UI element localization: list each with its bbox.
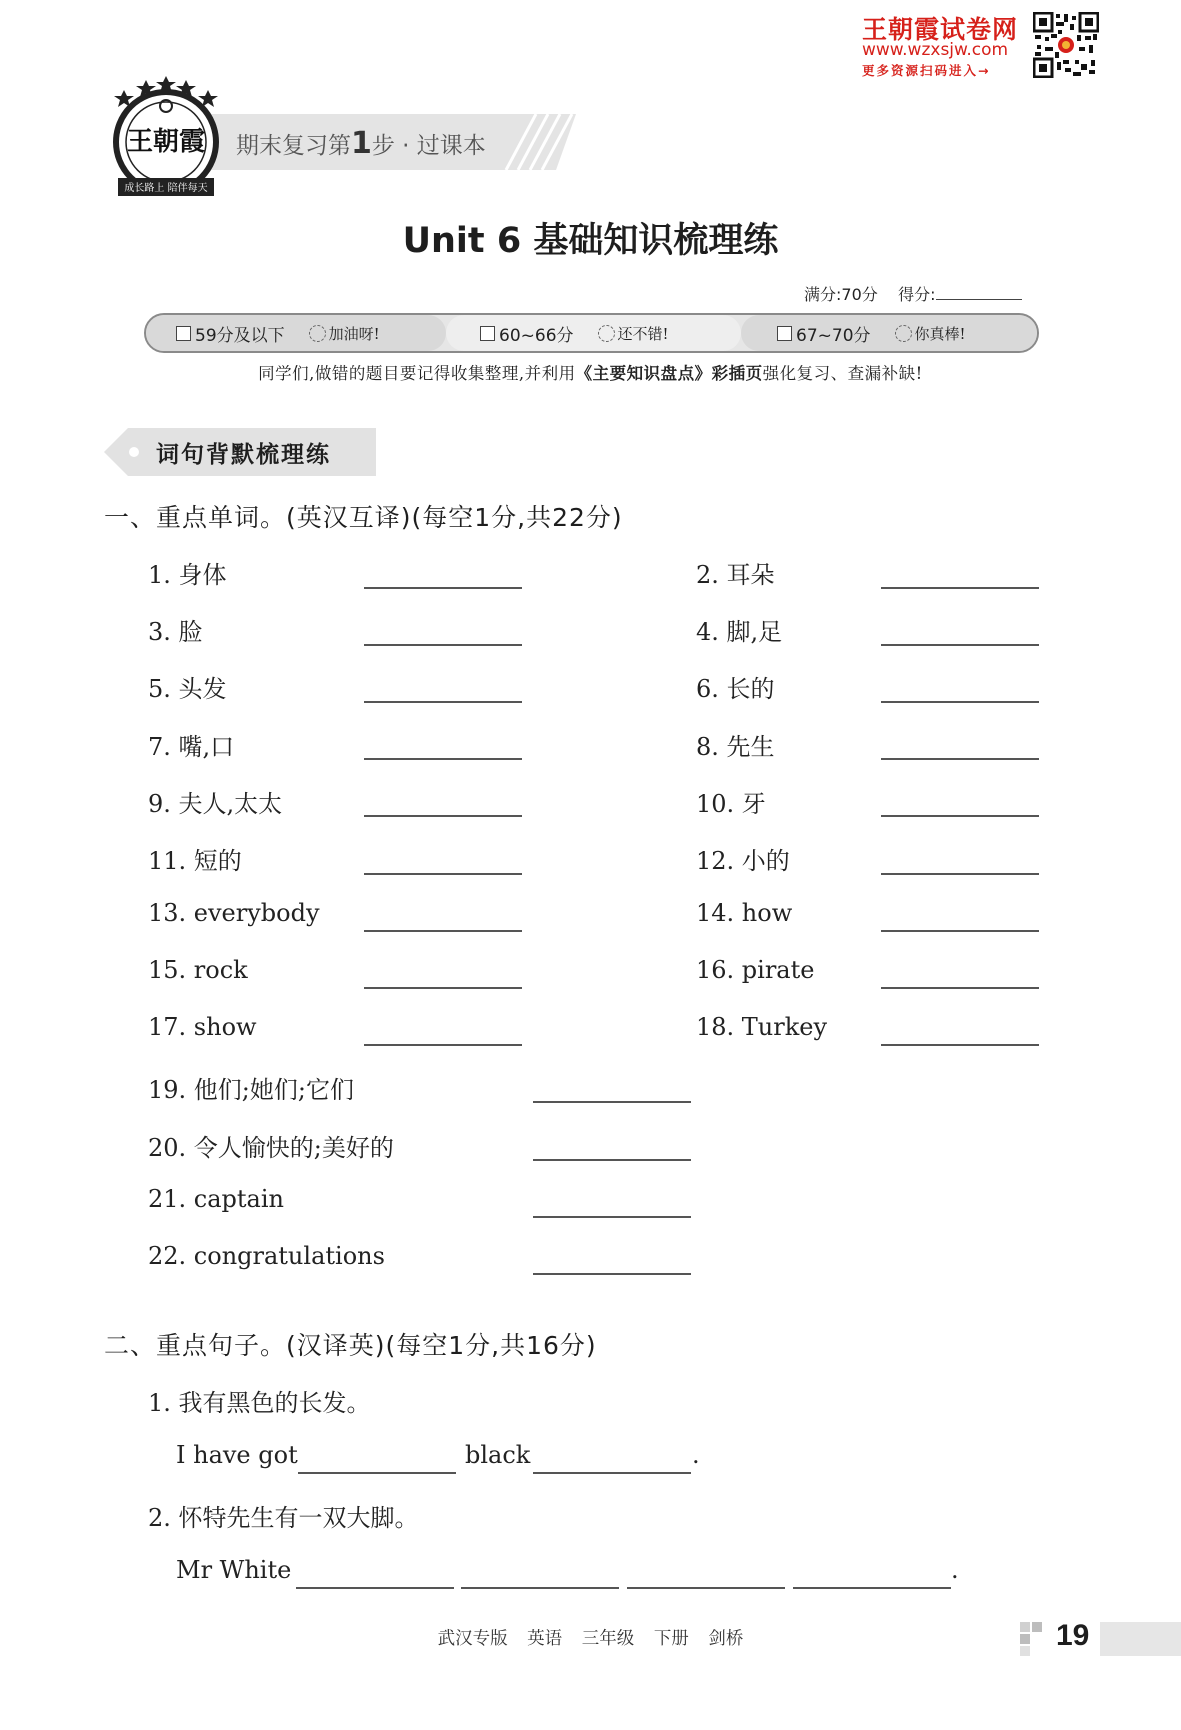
answer-blank[interactable] <box>364 1044 522 1046</box>
answer-blank[interactable] <box>364 587 522 589</box>
answer-blank[interactable] <box>793 1587 951 1589</box>
vocab-item: 8. 先生 <box>696 733 775 761</box>
banner-title: 期末复习第1步 · 过课本 <box>236 126 486 161</box>
vocab-item: 1. 身体 <box>148 561 227 589</box>
vocab-item: 18. Turkey <box>696 1013 828 1041</box>
part1-title: 一、重点单词。(英汉互译)(每空1分,共22分) <box>104 503 623 532</box>
brand-title: 王朝霞试卷网 <box>862 15 1019 44</box>
brand-url[interactable]: www.wzxsjw.com <box>862 40 1009 60</box>
vocab-item: 15. rock <box>148 956 248 984</box>
sentence-text: Mr White <box>176 1556 292 1584</box>
vocab-item: 19. 他们;她们;它们 <box>148 1076 354 1104</box>
answer-blank[interactable] <box>364 873 522 875</box>
sentence-text: I have got <box>176 1441 298 1469</box>
answer-blank[interactable] <box>881 1044 1039 1046</box>
answer-blank[interactable] <box>533 1472 691 1474</box>
answer-blank[interactable] <box>881 930 1039 932</box>
rating-checkbox[interactable] <box>480 326 495 341</box>
vocab-item: 12. 小的 <box>696 847 790 875</box>
vocab-item: 21. captain <box>148 1185 284 1213</box>
score-blank[interactable] <box>936 284 1022 300</box>
sentence-prompt: 2. 怀特先生有一双大脚。 <box>148 1504 419 1532</box>
rating-bar <box>144 313 1039 353</box>
answer-blank[interactable] <box>364 815 522 817</box>
score-line <box>804 282 1022 305</box>
answer-blank[interactable] <box>364 987 522 989</box>
answer-blank[interactable] <box>881 815 1039 817</box>
logo-ribbon: 成长路上 陪伴每天 <box>124 183 208 194</box>
section-tag: 词句背默梳理练 <box>156 442 331 468</box>
answer-blank[interactable] <box>533 1216 691 1218</box>
vocab-item: 13. everybody <box>148 899 320 927</box>
sentence-prompt: 1. 我有黑色的长发。 <box>148 1389 371 1417</box>
brand-subtitle: 更多资源扫码进入→ <box>862 63 991 78</box>
page-number-decoration <box>1020 1618 1181 1660</box>
answer-blank[interactable] <box>364 701 522 703</box>
answer-blank[interactable] <box>881 987 1039 989</box>
answer-blank[interactable] <box>881 587 1039 589</box>
smiley-icon <box>309 325 326 342</box>
sentence-period: . <box>951 1556 959 1584</box>
part2-title: 二、重点句子。(汉译英)(每空1分,共16分) <box>104 1331 597 1360</box>
answer-blank[interactable] <box>881 758 1039 760</box>
answer-blank[interactable] <box>298 1472 456 1474</box>
review-note: 同学们,做错的题目要记得收集整理,并利用《主要知识盘点》彩插页强化复习、查漏补缺! <box>258 364 923 383</box>
page-title: Unit 6 基础知识梳理练 <box>402 221 779 261</box>
answer-blank[interactable] <box>533 1159 691 1161</box>
sentence-text: black <box>465 1441 531 1469</box>
rating-checkbox[interactable] <box>777 326 792 341</box>
vocab-item: 22. congratulations <box>148 1242 385 1270</box>
answer-blank[interactable] <box>296 1587 454 1589</box>
answer-blank[interactable] <box>881 701 1039 703</box>
answer-blank[interactable] <box>627 1587 785 1589</box>
page-number: 19 <box>1056 1619 1090 1652</box>
vocab-item: 20. 令人愉快的;美好的 <box>148 1134 394 1162</box>
footer: 武汉专版 英语 三年级 下册 剑桥 <box>437 1629 744 1649</box>
vocab-item: 4. 脚,足 <box>696 618 783 646</box>
full-score: 满分:70分 <box>804 285 878 304</box>
smiley-icon <box>598 325 615 342</box>
vocab-item: 6. 长的 <box>696 675 775 703</box>
rating-option-1: 59分及以下 加油呀! <box>176 315 380 351</box>
vocab-item: 9. 夫人,太太 <box>148 790 283 818</box>
vocab-item: 2. 耳朵 <box>696 561 775 589</box>
rating-option-2: 60~66分 还不错! <box>480 315 669 351</box>
answer-blank[interactable] <box>533 1101 691 1103</box>
answer-blank[interactable] <box>364 644 522 646</box>
answer-blank[interactable] <box>461 1587 619 1589</box>
vocab-item: 17. show <box>148 1013 257 1041</box>
answer-blank[interactable] <box>533 1273 691 1275</box>
vocab-item: 7. 嘴,口 <box>148 733 235 761</box>
vocab-item: 3. 脸 <box>148 618 203 646</box>
score-label: 得分: <box>898 285 936 304</box>
vocab-item: 5. 头发 <box>148 675 227 703</box>
qr-code-icon[interactable] <box>1033 12 1099 78</box>
vocab-item: 11. 短的 <box>148 847 242 875</box>
rating-checkbox[interactable] <box>176 326 191 341</box>
vocab-item: 14. how <box>696 899 793 927</box>
smiley-icon <box>895 325 912 342</box>
answer-blank[interactable] <box>364 930 522 932</box>
vocab-item: 10. 牙 <box>696 790 766 818</box>
rating-option-3: 67~70分 你真棒! <box>777 315 966 351</box>
answer-blank[interactable] <box>364 758 522 760</box>
answer-blank[interactable] <box>881 644 1039 646</box>
sentence-period: . <box>692 1441 700 1469</box>
brand-logo-icon <box>104 76 228 206</box>
answer-blank[interactable] <box>881 873 1039 875</box>
vocab-item: 16. pirate <box>696 956 815 984</box>
logo-text: 王朝霞 <box>126 127 206 157</box>
